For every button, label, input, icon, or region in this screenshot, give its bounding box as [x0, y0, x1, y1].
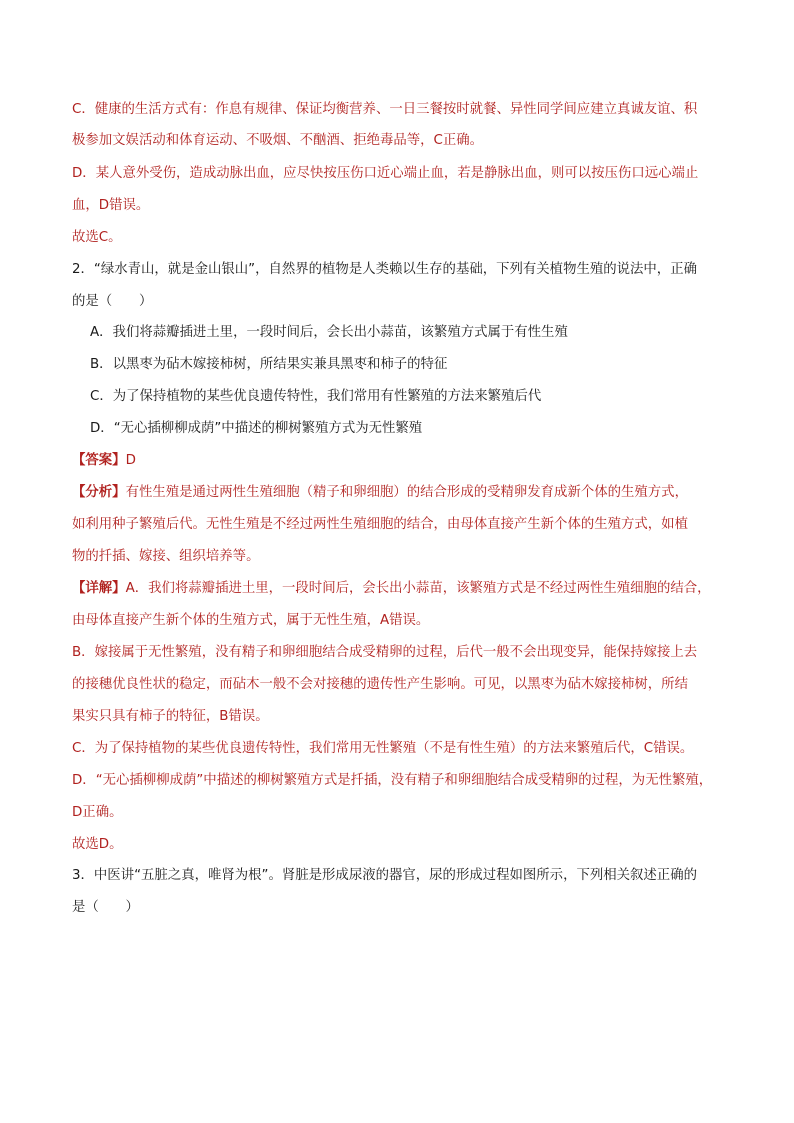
text-line: 的接穗优良性状的稳定，而砧木一般不会对接穗的遗传性产生影响。可见，以黑枣为砧木嫁接柿树，所结 [72, 677, 688, 692]
option-a: A．我们将蒜瓣插进土里，一段时间后，会长出小蒜苗，该繁殖方式属于有性生殖 [90, 325, 568, 340]
analysis-tag: 【分析】 [72, 485, 126, 500]
question-stem: 2．“绿水青山，就是金山银山”，自然界的植物是人类赖以生存的基础，下列有关植物生殖的说法中，正确 [72, 262, 697, 277]
question-stem: 是（ ） [72, 900, 139, 915]
question-stem: 的是（ ） [72, 294, 153, 309]
question-stem: 3．中医讲“五脏之真，唯肾为根”。肾脏是形成尿液的器官，尿的形成过程如图所示，下列相关叙述正确的 [72, 868, 697, 883]
analysis-text: 有性生殖是通过两性生殖细胞（精子和卵细胞）的结合形成的受精卵发育成新个体的生殖方式， [125, 485, 688, 500]
text-line: 由母体直接产生新个体的生殖方式，属于无性生殖，A错误。 [72, 613, 430, 628]
text-line: 物的扦插、嫁接、组织培养等。 [72, 549, 260, 564]
explanation-line [72, 579, 711, 599]
text-line: B．嫁接属于无性繁殖，没有精子和卵细胞结合成受精卵的过程，后代一般不会出现变异，能保持嫁接上去 [72, 645, 698, 660]
text-line: 极参加文娱活动和体育运动、不吸烟、不酗酒、拒绝毒品等，C正确。 [72, 133, 484, 148]
text-line: 果实只具有柿子的特征，B错误。 [72, 709, 269, 724]
text-line: D．“无心插柳柳成荫”中描述的柳树繁殖方式是扦插，没有精子和卵细胞结合成受精卵的过程，为无性繁殖， [72, 773, 713, 788]
text-line: 故选D。 [72, 837, 123, 852]
analysis-line [72, 483, 688, 503]
answer-tag: 【答案】 [72, 453, 126, 468]
text-line: 故选C。 [72, 230, 122, 245]
text-line: D正确。 [72, 805, 123, 820]
explanation-text: A．我们将蒜瓣插进土里，一段时间后，会长出小蒜苗，该繁殖方式是不经过两性生殖细胞的结合， [125, 581, 711, 596]
option-d: D．“无心插柳柳成荫”中描述的柳树繁殖方式为无性繁殖 [90, 421, 423, 436]
text-line: 如利用种子繁殖后代。无性生殖是不经过两性生殖细胞的结合，由母体直接产生新个体的生殖方式，如植 [72, 517, 688, 532]
option-c: C．为了保持植物的某些优良遗传特性，我们常用有性繁殖的方法来繁殖后代 [90, 389, 542, 404]
text-line: D．某人意外受伤，造成动脉出血，应尽快按压伤口近心端止血，若是静脉出血，则可以按压伤口远心端止 [72, 166, 699, 181]
text-line: C．为了保持植物的某些优良遗传特性，我们常用无性繁殖（不是有性生殖）的方法来繁殖后代，C错误。 [72, 741, 694, 756]
text-line: 血，D错误。 [72, 198, 150, 213]
answer-value: D [125, 453, 136, 468]
option-b: B．以黑枣为砧木嫁接柿树，所结果实兼具黑枣和柿子的特征 [90, 357, 448, 372]
answer-line [72, 451, 136, 471]
explanation-tag: 【详解】 [72, 581, 126, 596]
text-line: C．健康的生活方式有：作息有规律、保证均衡营养、一日三餐按时就餐、异性同学间应建立真诚友谊、积 [72, 102, 698, 117]
